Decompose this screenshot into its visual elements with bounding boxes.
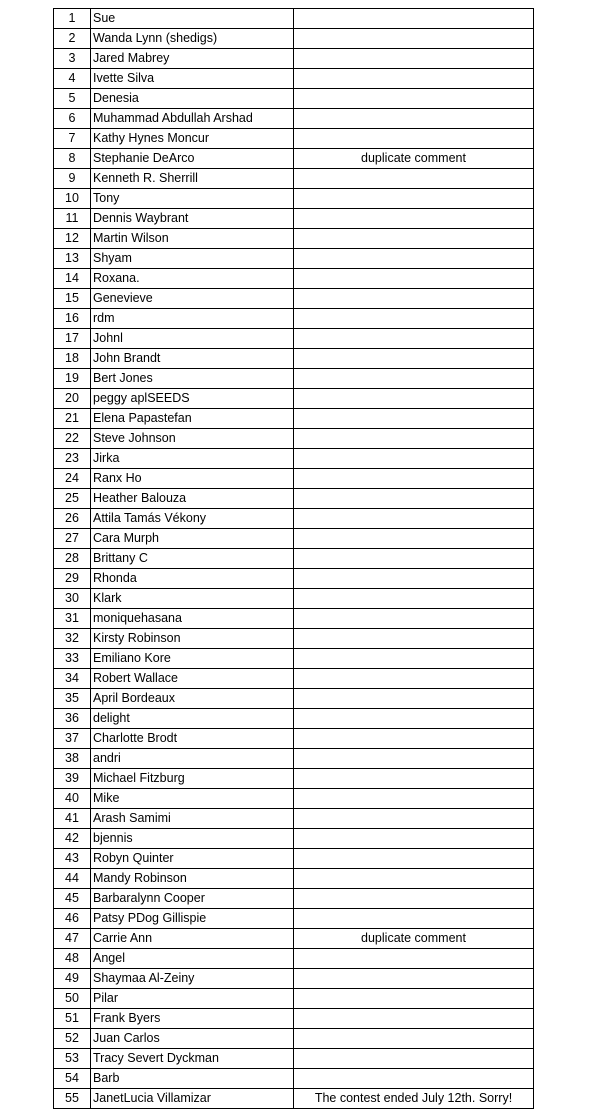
entry-note	[294, 529, 534, 549]
entry-number: 10	[54, 189, 91, 209]
entry-note	[294, 1029, 534, 1049]
entry-note	[294, 549, 534, 569]
entry-number: 24	[54, 469, 91, 489]
table-row	[54, 1089, 534, 1109]
table-row	[54, 549, 534, 569]
entry-note	[294, 329, 534, 349]
entry-note	[294, 429, 534, 449]
table-row	[54, 969, 534, 989]
entry-note	[294, 109, 534, 129]
entry-number: 28	[54, 549, 91, 569]
table-row	[54, 909, 534, 929]
table-row	[54, 229, 534, 249]
entry-number: 22	[54, 429, 91, 449]
entrant-name: Cara Murph	[91, 529, 294, 549]
entrant-name: Pilar	[91, 989, 294, 1009]
entrant-name: Jared Mabrey	[91, 49, 294, 69]
entry-note	[294, 309, 534, 329]
entrant-name: peggy aplSEEDS	[91, 389, 294, 409]
entry-number: 42	[54, 829, 91, 849]
table-row	[54, 389, 534, 409]
entry-note	[294, 449, 534, 469]
table-row	[54, 509, 534, 529]
table-row	[54, 369, 534, 389]
entry-number: 7	[54, 129, 91, 149]
entrant-name: Angel	[91, 949, 294, 969]
entry-number: 13	[54, 249, 91, 269]
table-row	[54, 829, 534, 849]
entry-note	[294, 769, 534, 789]
entry-number: 38	[54, 749, 91, 769]
table-row	[54, 469, 534, 489]
entry-number: 21	[54, 409, 91, 429]
entry-number: 8	[54, 149, 91, 169]
entrant-name: Denesia	[91, 89, 294, 109]
entry-number: 27	[54, 529, 91, 549]
entry-note	[294, 249, 534, 269]
entry-note	[294, 509, 534, 529]
entry-note	[294, 629, 534, 649]
entrant-name: andri	[91, 749, 294, 769]
entrant-name: Heather Balouza	[91, 489, 294, 509]
entry-number: 6	[54, 109, 91, 129]
entry-number: 49	[54, 969, 91, 989]
entrant-name: Charlotte Brodt	[91, 729, 294, 749]
table-row	[54, 889, 534, 909]
table-row	[54, 89, 534, 109]
entrant-name: Wanda Lynn (shedigs)	[91, 29, 294, 49]
entry-note	[294, 469, 534, 489]
table-row	[54, 429, 534, 449]
entrant-name: Roxana.	[91, 269, 294, 289]
entrant-name: JanetLucia Villamizar	[91, 1089, 294, 1109]
entrant-name: Klark	[91, 589, 294, 609]
entry-note	[294, 349, 534, 369]
table-row	[54, 149, 534, 169]
table-row	[54, 809, 534, 829]
entry-number: 1	[54, 9, 91, 29]
entry-number: 52	[54, 1029, 91, 1049]
table-row	[54, 729, 534, 749]
entry-note	[294, 909, 534, 929]
entry-note: The contest ended July 12th. Sorry!	[294, 1089, 534, 1109]
entrant-name: Mandy Robinson	[91, 869, 294, 889]
table-row	[54, 949, 534, 969]
entrant-name: delight	[91, 709, 294, 729]
entry-number: 44	[54, 869, 91, 889]
entrant-name: Robyn Quinter	[91, 849, 294, 869]
entry-note	[294, 589, 534, 609]
entrant-name: Bert Jones	[91, 369, 294, 389]
table-row	[54, 849, 534, 869]
entry-note	[294, 809, 534, 829]
entry-number: 51	[54, 1009, 91, 1029]
entrant-name: Kirsty Robinson	[91, 629, 294, 649]
entry-note	[294, 1069, 534, 1089]
entry-note	[294, 949, 534, 969]
entry-number: 32	[54, 629, 91, 649]
entrant-name: Genevieve	[91, 289, 294, 309]
table-row	[54, 169, 534, 189]
entrant-name: Carrie Ann	[91, 929, 294, 949]
table-row	[54, 69, 534, 89]
entry-note	[294, 9, 534, 29]
entry-note	[294, 969, 534, 989]
entrant-name: April Bordeaux	[91, 689, 294, 709]
table-row	[54, 569, 534, 589]
table-row	[54, 769, 534, 789]
table-row	[54, 1049, 534, 1069]
entry-note	[294, 1049, 534, 1069]
entry-note	[294, 89, 534, 109]
entry-number: 16	[54, 309, 91, 329]
entrant-name: Barbaralynn Cooper	[91, 889, 294, 909]
entry-number: 14	[54, 269, 91, 289]
entry-number: 40	[54, 789, 91, 809]
entrant-name: Elena Papastefan	[91, 409, 294, 429]
entry-number: 15	[54, 289, 91, 309]
entrant-name: Michael Fitzburg	[91, 769, 294, 789]
table-row	[54, 29, 534, 49]
table-row	[54, 189, 534, 209]
entry-number: 31	[54, 609, 91, 629]
entry-note	[294, 49, 534, 69]
table-row	[54, 489, 534, 509]
table-row	[54, 309, 534, 329]
table-row	[54, 609, 534, 629]
entrant-name: Tracy Severt Dyckman	[91, 1049, 294, 1069]
entry-note	[294, 829, 534, 849]
entry-note	[294, 129, 534, 149]
table-row	[54, 1029, 534, 1049]
entry-note	[294, 749, 534, 769]
entry-note	[294, 889, 534, 909]
table-row	[54, 749, 534, 769]
entrant-name: Steve Johnson	[91, 429, 294, 449]
entry-number: 30	[54, 589, 91, 609]
entry-number: 29	[54, 569, 91, 589]
entry-number: 25	[54, 489, 91, 509]
table-row	[54, 529, 534, 549]
entrant-name: Arash Samimi	[91, 809, 294, 829]
entrant-name: Jirka	[91, 449, 294, 469]
entrant-name: Kenneth R. Sherrill	[91, 169, 294, 189]
entry-note	[294, 209, 534, 229]
entry-note	[294, 229, 534, 249]
table-row	[54, 629, 534, 649]
entrant-name: Attila Tamás Vékony	[91, 509, 294, 529]
entry-note	[294, 289, 534, 309]
entry-number: 9	[54, 169, 91, 189]
table-row	[54, 989, 534, 1009]
entry-number: 33	[54, 649, 91, 669]
entrant-name: Ivette Silva	[91, 69, 294, 89]
entry-note	[294, 869, 534, 889]
entrant-name: Shaymaa Al-Zeiny	[91, 969, 294, 989]
table-row	[54, 869, 534, 889]
table-row	[54, 49, 534, 69]
entry-note	[294, 409, 534, 429]
entry-number: 41	[54, 809, 91, 829]
entrant-name: Ranx Ho	[91, 469, 294, 489]
entry-number: 54	[54, 1069, 91, 1089]
entry-number: 2	[54, 29, 91, 49]
table-row	[54, 209, 534, 229]
table-row	[54, 1069, 534, 1089]
entry-number: 20	[54, 389, 91, 409]
table-row	[54, 669, 534, 689]
entry-number: 35	[54, 689, 91, 709]
entrant-name: Dennis Waybrant	[91, 209, 294, 229]
entry-number: 3	[54, 49, 91, 69]
entry-note	[294, 669, 534, 689]
entrant-name: Muhammad Abdullah Arshad	[91, 109, 294, 129]
entry-note	[294, 29, 534, 49]
entrant-name: Kathy Hynes Moncur	[91, 129, 294, 149]
entrant-name: Brittany C	[91, 549, 294, 569]
entrant-name: Stephanie DeArco	[91, 149, 294, 169]
entries-table	[53, 8, 534, 1109]
table-row	[54, 249, 534, 269]
entry-note	[294, 169, 534, 189]
entry-number: 53	[54, 1049, 91, 1069]
table-row	[54, 129, 534, 149]
entrant-name: Mike	[91, 789, 294, 809]
entry-note	[294, 649, 534, 669]
entrant-name: Shyam	[91, 249, 294, 269]
entry-number: 45	[54, 889, 91, 909]
entry-number: 50	[54, 989, 91, 1009]
entrant-name: Robert Wallace	[91, 669, 294, 689]
entry-note: duplicate comment	[294, 149, 534, 169]
entry-number: 17	[54, 329, 91, 349]
entry-note	[294, 369, 534, 389]
entrant-name: Barb	[91, 1069, 294, 1089]
entry-note	[294, 569, 534, 589]
entry-note	[294, 69, 534, 89]
entry-number: 37	[54, 729, 91, 749]
entrant-name: Patsy PDog Gillispie	[91, 909, 294, 929]
entry-number: 43	[54, 849, 91, 869]
entry-number: 47	[54, 929, 91, 949]
entry-note: duplicate comment	[294, 929, 534, 949]
table-row	[54, 589, 534, 609]
entries-table-body	[54, 9, 534, 1109]
entrant-name: Martin Wilson	[91, 229, 294, 249]
entry-number: 34	[54, 669, 91, 689]
entry-note	[294, 789, 534, 809]
entry-number: 23	[54, 449, 91, 469]
entrant-name: Frank Byers	[91, 1009, 294, 1029]
entry-number: 12	[54, 229, 91, 249]
table-row	[54, 929, 534, 949]
entry-number: 5	[54, 89, 91, 109]
entry-note	[294, 849, 534, 869]
table-row	[54, 269, 534, 289]
entrant-name: Emiliano Kore	[91, 649, 294, 669]
entry-note	[294, 989, 534, 1009]
table-row	[54, 709, 534, 729]
entry-note	[294, 689, 534, 709]
entry-number: 4	[54, 69, 91, 89]
table-row	[54, 649, 534, 669]
entry-number: 19	[54, 369, 91, 389]
entrant-name: rdm	[91, 309, 294, 329]
table-row	[54, 9, 534, 29]
entry-number: 46	[54, 909, 91, 929]
entry-note	[294, 189, 534, 209]
entry-note	[294, 729, 534, 749]
entry-number: 39	[54, 769, 91, 789]
table-row	[54, 329, 534, 349]
table-row	[54, 349, 534, 369]
entry-note	[294, 709, 534, 729]
entry-number: 48	[54, 949, 91, 969]
entrant-name: Tony	[91, 189, 294, 209]
entry-number: 18	[54, 349, 91, 369]
entrant-name: Johnl	[91, 329, 294, 349]
table-row	[54, 689, 534, 709]
table-row	[54, 409, 534, 429]
entry-note	[294, 389, 534, 409]
entry-number: 26	[54, 509, 91, 529]
entry-note	[294, 269, 534, 289]
entry-note	[294, 489, 534, 509]
table-row	[54, 449, 534, 469]
entrant-name: John Brandt	[91, 349, 294, 369]
entrant-name: Juan Carlos	[91, 1029, 294, 1049]
entrant-name: moniquehasana	[91, 609, 294, 629]
table-row	[54, 789, 534, 809]
entrant-name: Rhonda	[91, 569, 294, 589]
entry-number: 36	[54, 709, 91, 729]
entry-number: 11	[54, 209, 91, 229]
entrant-name: bjennis	[91, 829, 294, 849]
table-row	[54, 1009, 534, 1029]
entry-note	[294, 1009, 534, 1029]
entrant-name: Sue	[91, 9, 294, 29]
table-row	[54, 289, 534, 309]
entry-number: 55	[54, 1089, 91, 1109]
entry-note	[294, 609, 534, 629]
table-row	[54, 109, 534, 129]
